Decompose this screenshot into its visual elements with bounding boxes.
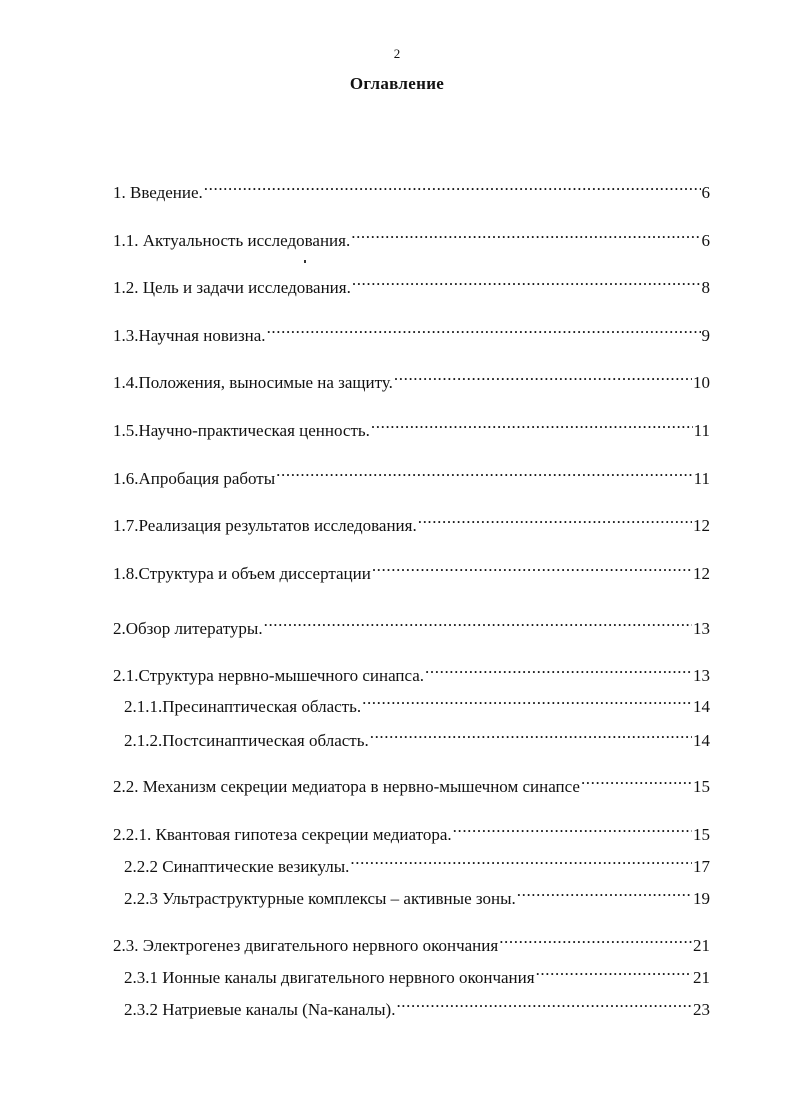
toc-entry-page: 12 bbox=[693, 516, 710, 535]
toc-entry[interactable] bbox=[113, 224, 710, 252]
toc-entry[interactable] bbox=[113, 612, 710, 640]
toc-entry-page: 6 bbox=[701, 183, 710, 202]
leader-dots bbox=[396, 993, 692, 1015]
toc-entry[interactable] bbox=[124, 993, 710, 1021]
toc-entry-text: 1.7.Реализация результатов исследования. bbox=[113, 516, 417, 535]
toc-entry-text: 2.1.Структура нервно-мышечного синапса. bbox=[113, 666, 425, 685]
toc-entry-page: 19 bbox=[693, 889, 710, 908]
toc-entry-page: 8 bbox=[701, 278, 710, 297]
toc-entry[interactable] bbox=[113, 271, 710, 299]
leader-dots bbox=[536, 961, 692, 983]
toc-entry-text: 2.1.2.Постсинаптическая область. bbox=[124, 731, 369, 750]
toc-entry[interactable] bbox=[113, 176, 710, 204]
toc-entry[interactable] bbox=[124, 690, 710, 718]
leader-dots bbox=[351, 224, 700, 246]
toc-entry[interactable] bbox=[124, 882, 710, 910]
toc-entry-text: 1.4.Положения, выносимые на защиту. bbox=[113, 373, 393, 392]
toc-entry[interactable] bbox=[124, 724, 710, 752]
speck-mark bbox=[304, 260, 306, 263]
toc-entry-page: 15 bbox=[693, 777, 710, 796]
leader-dots bbox=[581, 770, 692, 792]
leader-dots bbox=[394, 366, 692, 388]
toc-entry-text: 1.1. Актуальность исследования. bbox=[113, 231, 351, 250]
toc-entry[interactable] bbox=[113, 659, 710, 687]
leader-dots bbox=[425, 659, 692, 681]
toc-entry-text: 2.2.3 Ультраструктурные комплексы – активные зоны. bbox=[124, 889, 516, 908]
leader-dots bbox=[264, 612, 692, 634]
toc-entry-page: 10 bbox=[693, 373, 710, 392]
toc-entry[interactable] bbox=[124, 850, 710, 878]
toc-entry-page: 14 bbox=[693, 697, 710, 716]
toc-entry-page: 13 bbox=[693, 619, 710, 638]
toc-entry-page: 21 bbox=[693, 936, 710, 955]
toc-entry-text: 1.5.Научно-практическая ценность. bbox=[113, 421, 370, 440]
toc-entry-text: 2.2.1. Квантовая гипотеза секреции медиатора. bbox=[113, 825, 452, 844]
leader-dots bbox=[267, 319, 701, 341]
toc-entry[interactable] bbox=[113, 414, 710, 442]
toc-entry-page: 13 bbox=[693, 666, 710, 685]
toc-entry-text: 1.3.Научная новизна. bbox=[113, 326, 266, 345]
toc-entry-text: 2.2. Механизм секреции медиатора в нервно-мышечном синапсе bbox=[113, 777, 580, 796]
toc-entry-text: 1. Введение. bbox=[113, 183, 203, 202]
leader-dots bbox=[204, 176, 701, 198]
toc-entry-page: 6 bbox=[701, 231, 710, 250]
toc-entry-text: 2.3.2 Натриевые каналы (Na-каналы). bbox=[124, 1000, 396, 1019]
toc-entry-page: 12 bbox=[693, 564, 710, 583]
toc-entry-text: 1.8.Структура и объем диссертации bbox=[113, 564, 371, 583]
leader-dots bbox=[418, 509, 692, 531]
toc-entry-text: 2.2.2 Синаптические везикулы. bbox=[124, 857, 350, 876]
leader-dots bbox=[362, 690, 692, 712]
toc-entry[interactable] bbox=[113, 557, 710, 585]
leader-dots bbox=[371, 414, 693, 436]
toc-entry-page: 9 bbox=[701, 326, 710, 345]
toc-entry-page: 11 bbox=[693, 469, 710, 488]
toc-entry[interactable] bbox=[113, 770, 710, 798]
toc-entry-page: 17 bbox=[693, 857, 710, 876]
leader-dots bbox=[350, 850, 692, 872]
toc-entry-page: 11 bbox=[693, 421, 710, 440]
toc-entry-page: 23 bbox=[693, 1000, 710, 1019]
toc-entry[interactable] bbox=[113, 366, 710, 394]
toc-entry[interactable] bbox=[113, 319, 710, 347]
toc-entry[interactable] bbox=[113, 818, 710, 846]
toc-entry[interactable] bbox=[124, 961, 710, 989]
toc-entry-text: 1.6.Апробация работы bbox=[113, 469, 276, 488]
leader-dots bbox=[517, 882, 692, 904]
toc-entry-page: 21 bbox=[693, 968, 710, 987]
leader-dots bbox=[453, 818, 692, 840]
toc-entry-text: 2.3.1 Ионные каналы двигательного нервного окончания bbox=[124, 968, 535, 987]
leader-dots bbox=[352, 271, 701, 293]
page-number: 2 bbox=[393, 46, 401, 61]
leader-dots bbox=[372, 557, 692, 579]
leader-dots bbox=[276, 462, 692, 484]
toc-title: Оглавление bbox=[349, 74, 445, 93]
toc-entry-text: 2.3. Электрогенез двигательного нервного окончания bbox=[113, 936, 499, 955]
toc-entry-text: 2.1.1.Пресинаптическая область. bbox=[124, 697, 362, 716]
toc-entry-text: 2.Обзор литературы. bbox=[113, 619, 263, 638]
toc-entry[interactable] bbox=[113, 509, 710, 537]
toc-entry[interactable] bbox=[113, 462, 710, 490]
toc-entry-text: 1.2. Цель и задачи исследования. bbox=[113, 278, 351, 297]
toc-entry[interactable] bbox=[113, 929, 710, 957]
leader-dots bbox=[370, 724, 692, 746]
leader-dots bbox=[499, 929, 692, 951]
toc-entry-page: 15 bbox=[693, 825, 710, 844]
toc-entry-page: 14 bbox=[693, 731, 710, 750]
